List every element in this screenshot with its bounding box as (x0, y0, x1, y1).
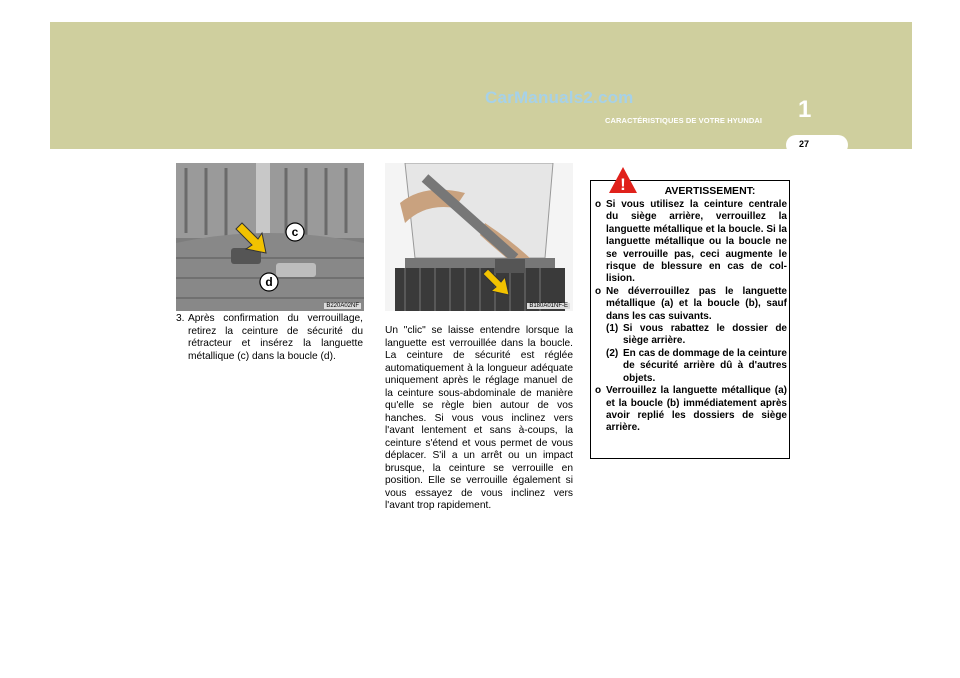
warning-item-text: Si vous utilisez la ceinture centrale du siège arrière, verrouillez la languette métallique et la boucle. Si la languette métallique ou la boucle ne se verrouille pas, ceci augmente le risque de blessure en cas de col-lision. (606, 199, 787, 285)
callout-d-label: d (265, 275, 273, 289)
header-band (50, 22, 912, 149)
figure-seat-buckle (176, 163, 364, 311)
subitem-text: Si vous rabattez le dossier de siège arrière. (623, 323, 787, 347)
subitem-number: (1) (606, 323, 619, 335)
step-text: Après confirmation du verrouillage, retirez la ceinture de sécurité du rétracteur et insérez la languette métallique (c) dans la boucle (d). (188, 313, 363, 362)
step-number: 3. (176, 313, 185, 324)
chapter-number: 1 (798, 96, 812, 123)
bullet: o (595, 385, 602, 397)
person-illustration (385, 163, 573, 311)
warning-title: AVERTISSEMENT: (664, 185, 756, 197)
body-paragraph: Un "clic" se laisse entendre lorsque la languette est verrouillée dans la boucle. La ceinture de sécurité est réglée automatiquement à la longueur adéquate uniquement après le réglage manuel de la ceinture sous-abdominale de manière qu'elle se règle bien autour de vos hanches. Si vous vous inclinez vers l'avant lentement et sans à-coups, la ceinture s'étend et vous permet de vous déplacer. S'il a un arrêt ou un impact brusque, la ceinture se verrouille en position. Elle se verrouille également si vous essayez de vous inclinez vers l'avant trop rapidement. (385, 325, 573, 511)
bullet: o (595, 199, 602, 210)
warning-subitem (606, 323, 787, 348)
warning-triangle-icon (608, 166, 638, 194)
figure-person-belt (385, 163, 573, 311)
warning-list (595, 199, 787, 435)
warning-item (595, 385, 787, 435)
warning-box (590, 180, 790, 459)
arrow-icon (234, 221, 270, 257)
callout-c-icon (284, 221, 306, 243)
bullet: o (595, 285, 602, 297)
callout-d-icon (258, 271, 280, 293)
subitem-number: (2) (606, 347, 619, 359)
svg-text:!: ! (620, 175, 626, 194)
figure-code: B220A02NF (326, 303, 359, 309)
step-3 (176, 313, 363, 363)
figure-code: B180A01NF-E (529, 303, 568, 309)
warning-item (595, 199, 787, 286)
warning-item-text: Ne déverrouillez pas le languette métallique (a) et la boucle (b), sauf dans les cas suivants. (606, 285, 787, 322)
warning-item (595, 286, 787, 385)
watermark-text: CarManuals2.com (485, 88, 634, 107)
warning-subitem (606, 348, 787, 385)
warning-item-text: Verrouillez la languette métallique (a) et la boucle (b) immédiatement après avoir replié les dossiers de siège arrière. (606, 385, 787, 434)
callout-c-label: c (291, 225, 299, 239)
subitem-text: En cas de dommage de la ceinture de sécurité arrière dû à d'autres objets. (623, 347, 787, 384)
page-number: 27 (798, 139, 809, 149)
chapter-title: CARACTÉRISTIQUES DE VOTRE HYUNDAI (605, 116, 763, 125)
arrow-icon (481, 267, 511, 297)
